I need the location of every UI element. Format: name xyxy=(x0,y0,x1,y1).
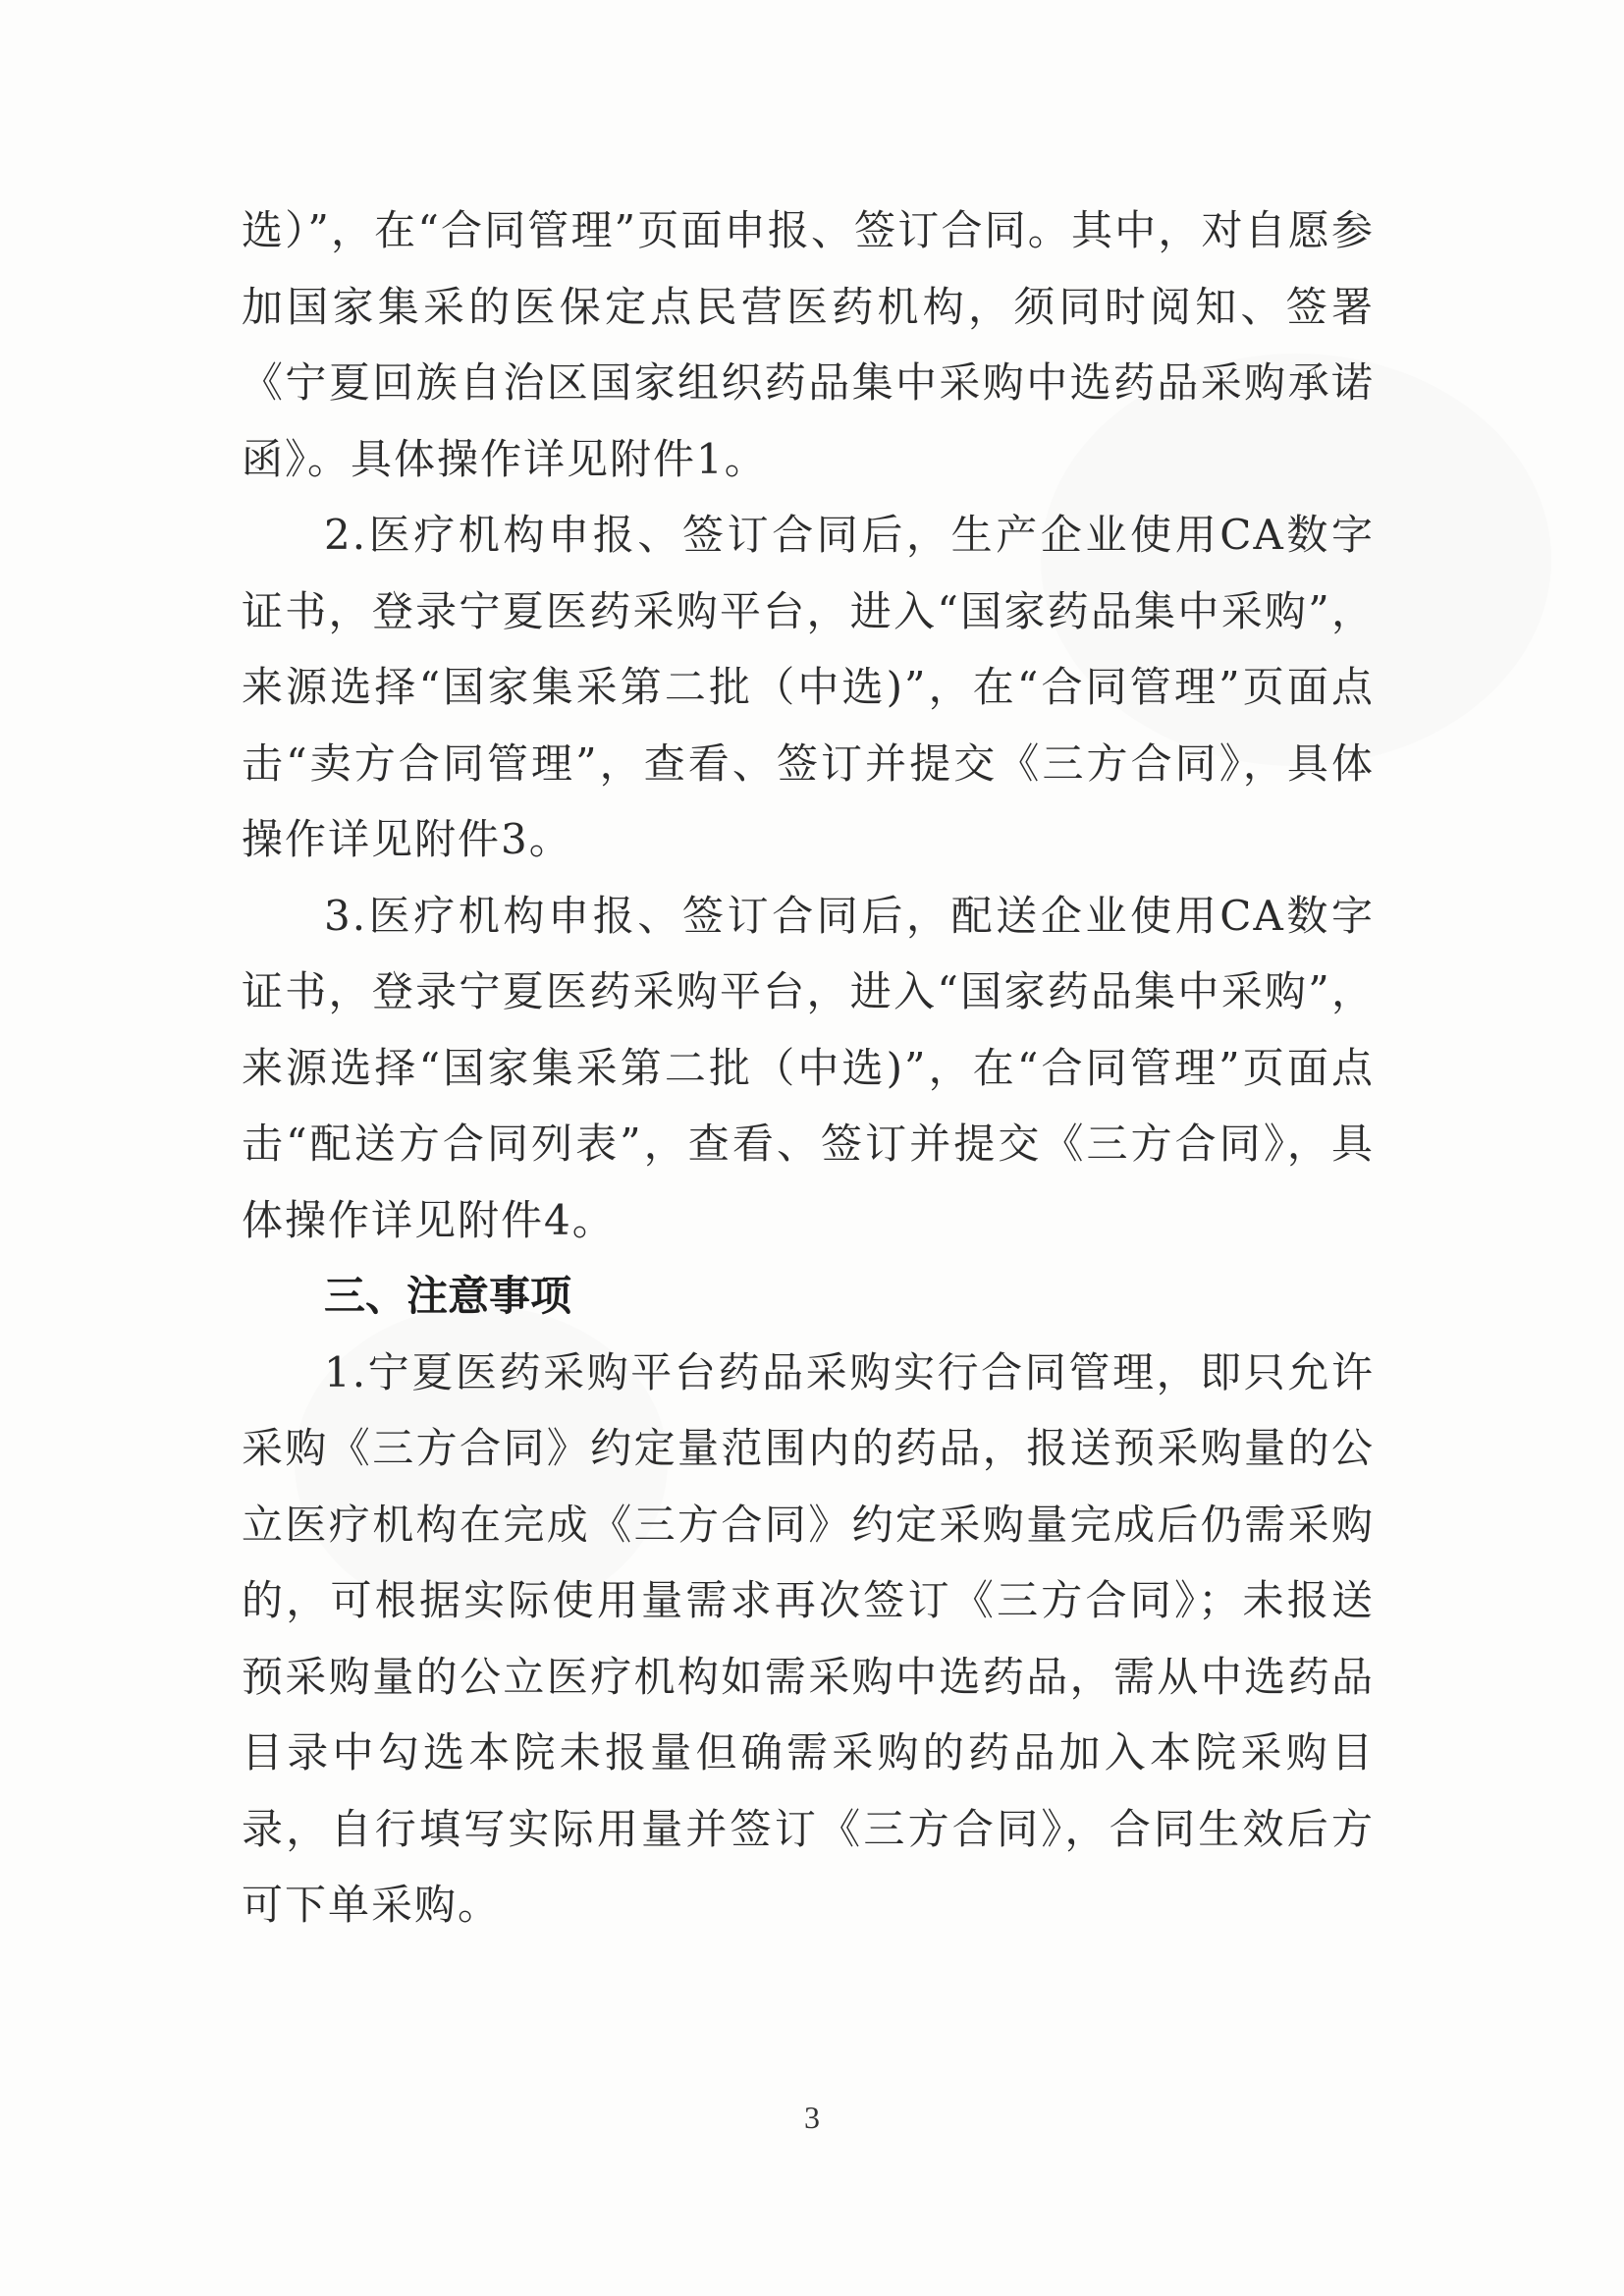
document-body xyxy=(242,192,1375,1943)
paragraph-item-2: 2.医疗机构申报、签订合同后，生产企业使用CA数字证书，登录宁夏医药采购平台，进入“国家药品集中采购”，来源选择“国家集采第二批（中选)”，在“合同管理”页面点击“卖方合同管理”，查看、签订并提交《三方合同》，具体操作详见附件3。 xyxy=(242,511,1375,863)
section-heading: 三、注意事项 xyxy=(324,1272,572,1320)
paragraph-item-3: 3.医疗机构申报、签订合同后，配送企业使用CA数字证书，登录宁夏医药采购平台，进入“国家药品集中采购”，来源选择“国家集采第二批（中选)”，在“合同管理”页面点击“配送方合同列表”，查看、签订并提交《三方合同》，具体操作详见附件4。 xyxy=(242,891,1375,1244)
paragraph-note-1: 1.宁夏医药采购平台药品采购实行合同管理，即只允许采购《三方合同》约定量范围内的药品，报送预采购量的公立医疗机构在完成《三方合同》约定采购量完成后仍需采购的，可根据实际使用量需求再次签订《三方合同》；未报送预采购量的公立医疗机构如需采购中选药品，需从中选药品目录中勾选本院未报量但确需采购的药品加入本院采购目录，自行填写实际用量并签订《三方合同》，合同生效后方可下单采购。 xyxy=(242,1347,1375,1929)
paragraph-continuation: 选）”，在“合同管理”页面申报、签订合同。其中，对自愿参加国家集采的医保定点民营医药机构，须同时阅知、签署《宁夏回族自治区国家组织药品集中采购中选药品采购承诺函》。具体操作详见附件1。 xyxy=(242,206,1375,483)
page-number: 3 xyxy=(804,2100,820,2135)
